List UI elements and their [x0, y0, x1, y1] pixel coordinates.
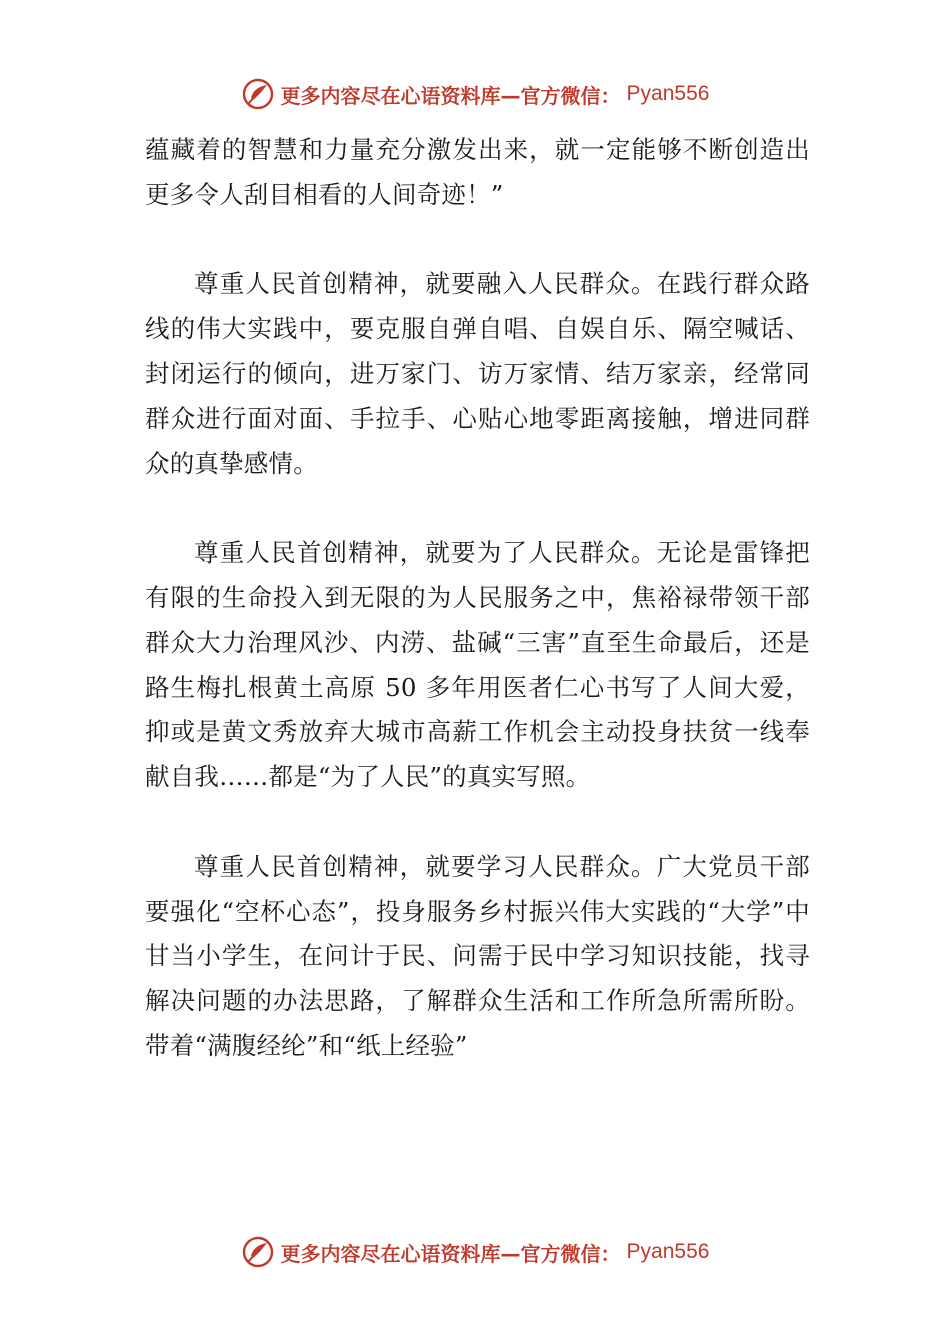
- paragraph-learn-from-people: 尊重人民首创精神，就要学习人民群众。广大党员干部要强化“空杯心态”，投身服务乡村振兴伟大实践的“大学”中甘当小学生，在问计于民、问需于民中学习知识技能，找寻解决问题的办法思路，了解群众生活和工作所急所需所盼。带着“满腹经纶”和“纸上经验”: [145, 851, 810, 1060]
- quill-heart-icon: [241, 1235, 275, 1269]
- header-banner-text: 更多内容尽在心语资料库—官方微信：: [280, 83, 621, 108]
- paragraph-for-the-people: 尊重人民首创精神，就要为了人民群众。无论是雷锋把有限的生命投入到无限的为人民服务之中，焦裕禄带领干部群众大力治理风沙、内涝、盐碱“三害”直至生命最后，还是路生梅扎根黄土高原 50 多年用医者仁心书写了人间大爱，抑或是黄文秀放弃大城市高薪工作机会主动投身扶贫一线奉献自我……都是“为了人民”的真实写照。: [145, 538, 810, 792]
- header-banner-inner: [241, 77, 710, 111]
- quill-heart-icon: [241, 77, 275, 111]
- header-banner: [0, 74, 950, 114]
- footer-banner-text: 更多内容尽在心语资料库—官方微信：: [280, 1241, 621, 1266]
- footer-banner: [0, 1232, 950, 1272]
- paragraph-continuation: 蕴藏着的智慧和力量充分激发出来，就一定能够不断创造出更多令人刮目相看的人间奇迹！”: [145, 135, 810, 209]
- footer-banner-inner: [241, 1235, 710, 1269]
- header-wechat-id: Pyan556: [626, 82, 710, 105]
- footer-wechat-id: Pyan556: [626, 1240, 710, 1263]
- document-body: [145, 128, 810, 1069]
- paragraph-integrate-with-people: 尊重人民首创精神，就要融入人民群众。在践行群众路线的伟大实践中，要克服自弹自唱、自娱自乐、隔空喊话、封闭运行的倾向，进万家门、访万家情、结万家亲，经常同群众进行面对面、手拉手、心贴心地零距离接触，增进同群众的真挚感情。: [145, 269, 810, 478]
